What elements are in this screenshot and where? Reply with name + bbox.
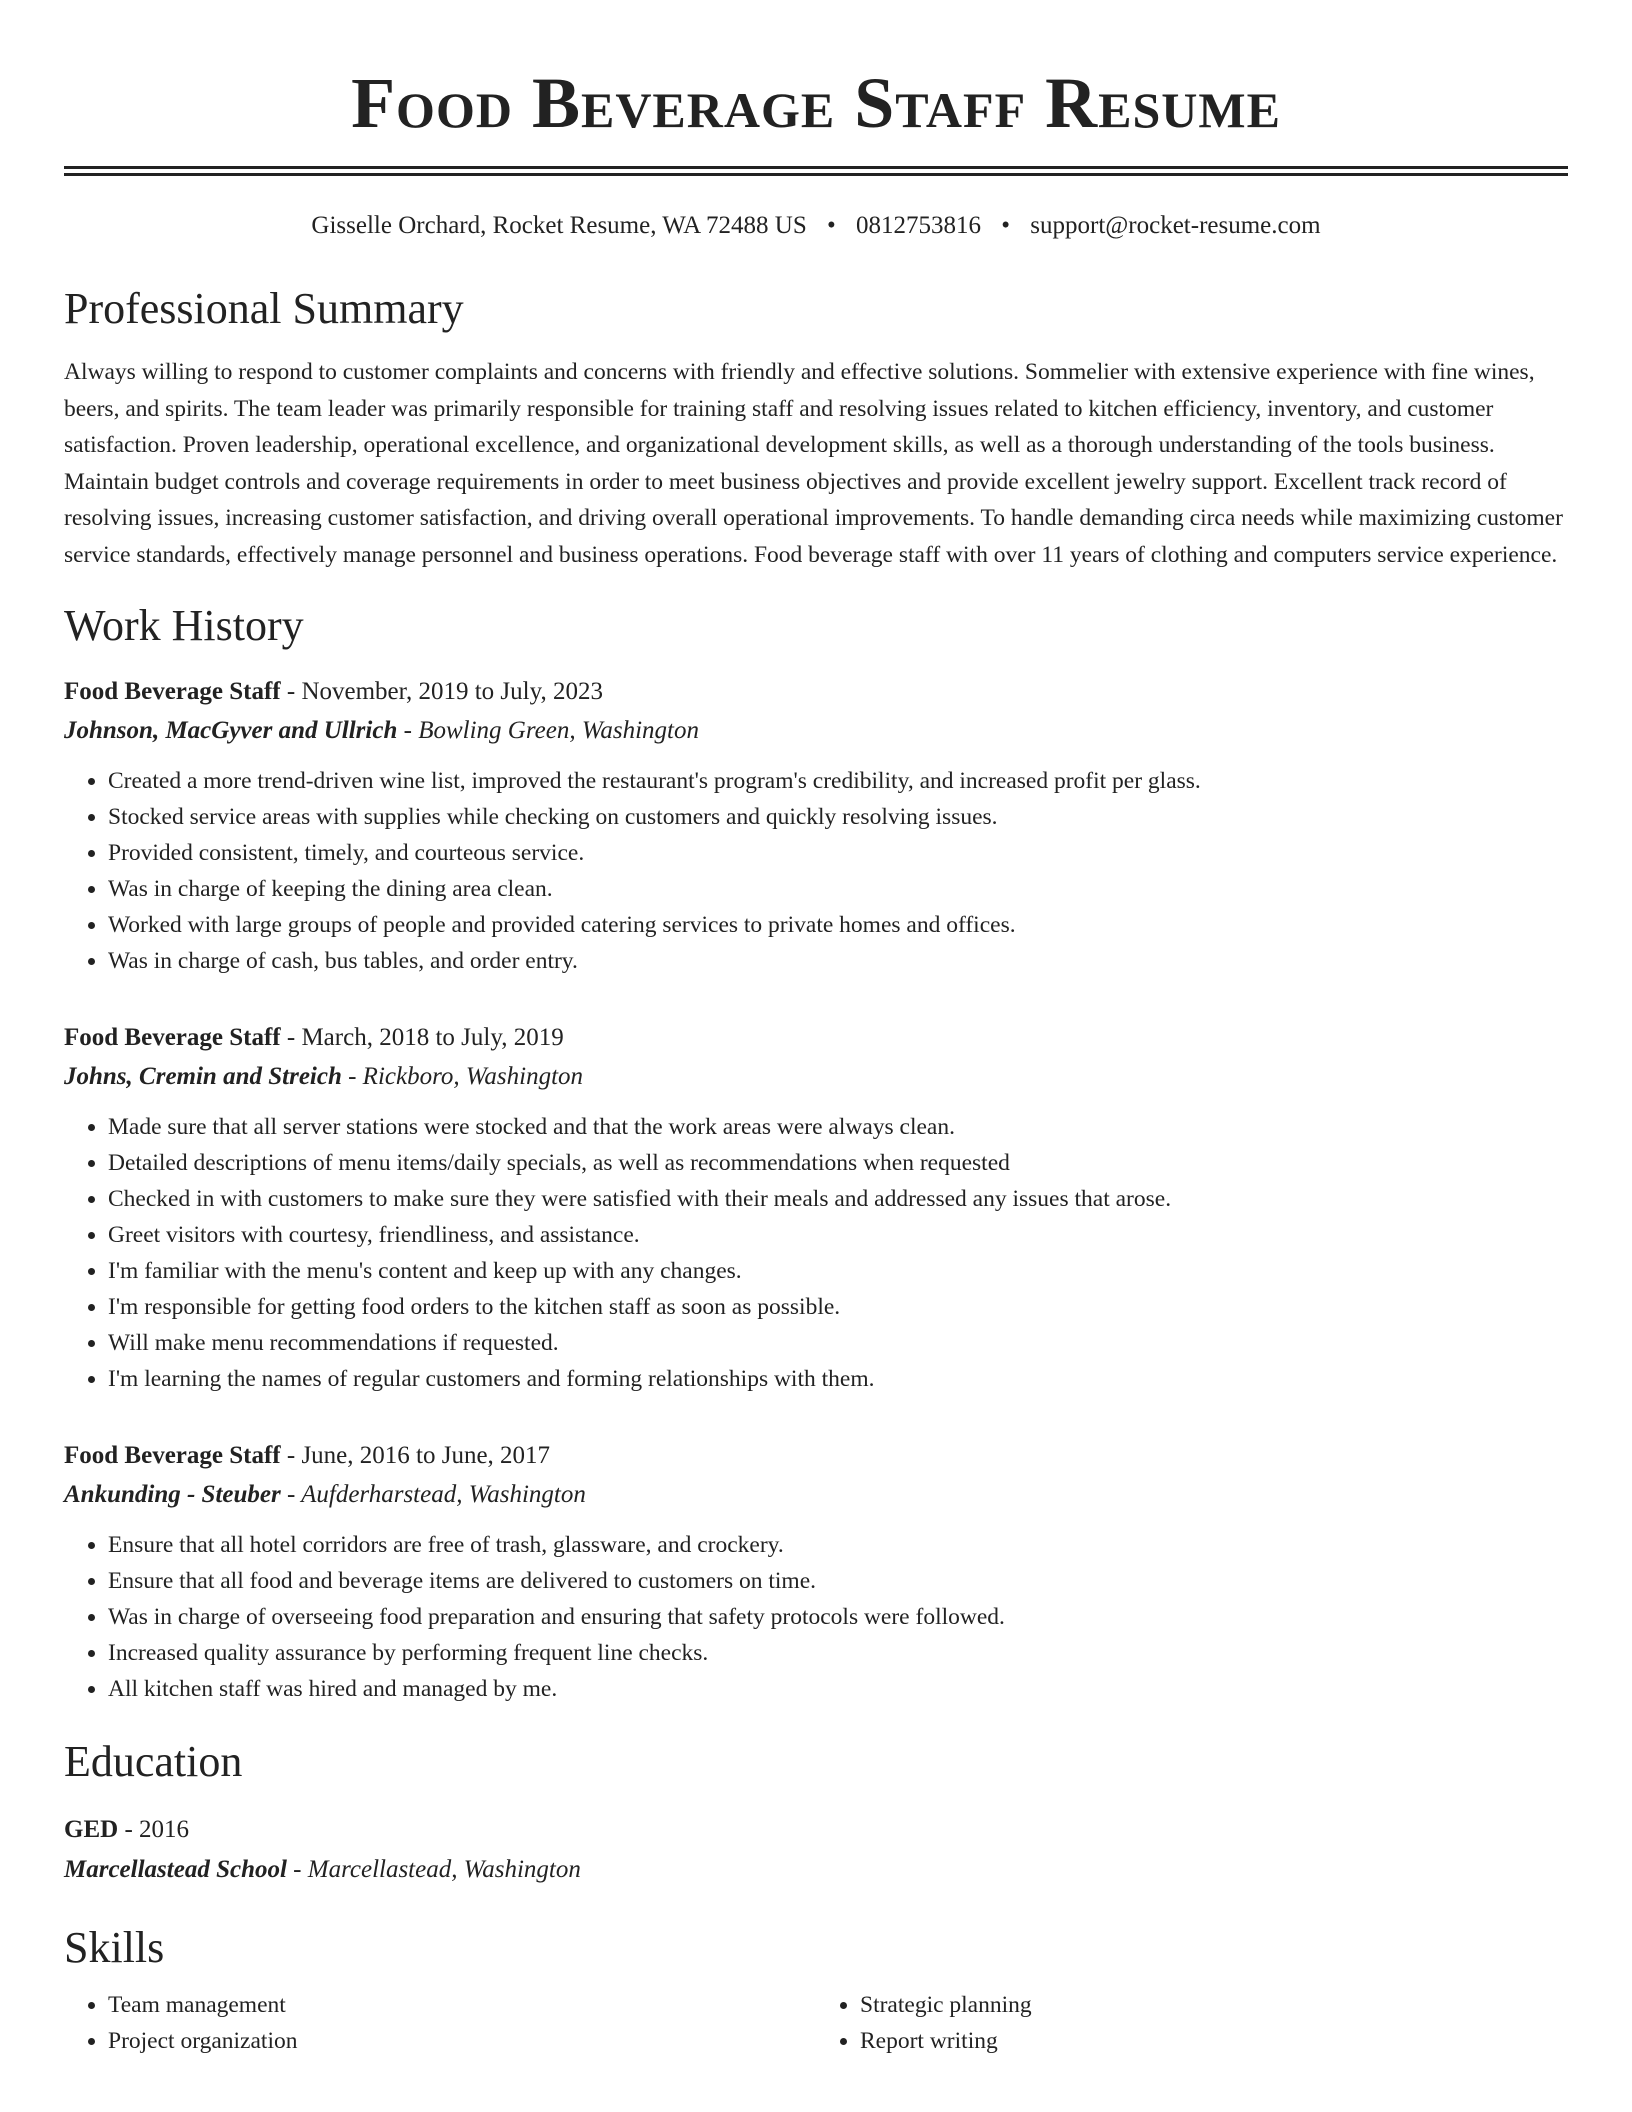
title-divider xyxy=(64,166,1568,176)
list-item: • Ensure that all food and beverage items are delivered to customers on time. xyxy=(108,1563,1568,1599)
job-entry xyxy=(64,673,1568,979)
list-item: • Ensure that all hotel corridors are free of trash, glassware, and crockery. xyxy=(108,1527,1568,1563)
job-entry xyxy=(64,1437,1568,1707)
list-item: • Greet visitors with courtesy, friendliness, and assistance. xyxy=(108,1217,1568,1253)
contact-line xyxy=(64,210,1568,242)
job-company: Johns, Cremin and Streich xyxy=(64,1063,342,1090)
job-dates: - November, 2019 to July, 2023 xyxy=(280,678,603,705)
list-item: • Project organization xyxy=(108,2023,816,2059)
education-section xyxy=(64,1735,1568,1891)
job-company: Ankunding - Steuber xyxy=(64,1481,281,1508)
list-item: • Was in charge of keeping the dining area clean. xyxy=(108,871,1568,907)
job-location: - Aufderharstead, Washington xyxy=(280,1481,586,1508)
list-item: • Created a more trend-driven wine list, improved the restaurant's program's credibility, and increased profit per glass. xyxy=(108,763,1568,799)
list-item: • I'm learning the names of regular customers and forming relationships with them. xyxy=(108,1361,1568,1397)
contact-separator: • xyxy=(826,212,836,239)
job-header xyxy=(64,1019,1568,1057)
skills-grid xyxy=(64,1987,1568,2059)
job-duties-list xyxy=(64,1109,1568,1397)
list-item: • All kitchen staff was hired and managed by me. xyxy=(108,1671,1568,1707)
list-item: • Stocked service areas with supplies while checking on customers and quickly resolving issues. xyxy=(108,799,1568,835)
job-header xyxy=(64,1437,1568,1475)
job-company: Johnson, MacGyver and Ullrich xyxy=(64,717,398,744)
list-item: • Team management xyxy=(108,1987,816,2023)
job-role: Food Beverage Staff xyxy=(64,1024,281,1051)
contact-phone: 0812753816 xyxy=(856,212,981,239)
job-role: Food Beverage Staff xyxy=(64,1442,281,1469)
job-duties-list xyxy=(64,763,1568,979)
list-item: • Checked in with customers to make sure they were satisfied with their meals and addressed any issues that arose. xyxy=(108,1181,1568,1217)
list-item: • Strategic planning xyxy=(860,1987,1568,2023)
list-item: • Made sure that all server stations were stocked and that the work areas were always clean. xyxy=(108,1109,1568,1145)
job-location: - Bowling Green, Washington xyxy=(397,717,699,744)
contact-separator: • xyxy=(1001,212,1011,239)
job-entry xyxy=(64,1019,1568,1397)
contact-email: support@rocket-resume.com xyxy=(1030,212,1321,239)
education-year: - 2016 xyxy=(118,1816,190,1843)
job-employer xyxy=(64,1475,1568,1515)
job-employer xyxy=(64,711,1568,751)
summary-section xyxy=(64,282,1568,573)
job-dates: - June, 2016 to June, 2017 xyxy=(280,1442,551,1469)
job-role: Food Beverage Staff xyxy=(64,678,281,705)
skills-list-right xyxy=(816,1987,1568,2059)
job-duties-list xyxy=(64,1527,1568,1707)
skills-heading: Skills xyxy=(64,1923,165,1972)
list-item: • Worked with large groups of people and provided catering services to private homes and offices. xyxy=(108,907,1568,943)
list-item: • Provided consistent, timely, and courteous service. xyxy=(108,835,1568,871)
contact-address: Gisselle Orchard, Rocket Resume, WA 72488 US xyxy=(311,212,807,239)
job-employer xyxy=(64,1057,1568,1097)
education-location: - Marcellastead, Washington xyxy=(286,1856,581,1883)
page-title: Food Beverage Staff Resume xyxy=(351,63,1281,143)
list-item: • I'm responsible for getting food orders to the kitchen staff as soon as possible. xyxy=(108,1289,1568,1325)
summary-heading: Professional Summary xyxy=(64,284,464,333)
work-history-section xyxy=(64,599,1568,1707)
job-dates: - March, 2018 to July, 2019 xyxy=(280,1024,564,1051)
list-item: • Increased quality assurance by performing frequent line checks. xyxy=(108,1635,1568,1671)
job-header xyxy=(64,673,1568,711)
list-item: • Was in charge of overseeing food preparation and ensuring that safety protocols were followed. xyxy=(108,1599,1568,1635)
education-header xyxy=(64,1811,1568,1849)
education-degree: GED xyxy=(64,1816,119,1843)
list-item: • Report writing xyxy=(860,2023,1568,2059)
work-history-heading: Work History xyxy=(64,601,304,650)
skills-list-left xyxy=(64,1987,816,2059)
list-item: • I'm familiar with the menu's content and keep up with any changes. xyxy=(108,1253,1568,1289)
summary-text: Always willing to respond to customer complaints and concerns with friendly and effective solutions. Sommelier with extensive experience with fine wines, beers, and spirits. The team leader was primarily responsible for training staff and resolving issues related to kitchen efficiency, inventory, and customer satisfaction. Proven leadership, operational excellence, and organizational development skills, as well as a thorough understanding of the tools business. Maintain budget controls and coverage requirements in order to meet business objectives and provide excellent jewelry support. Excellent track record of resolving issues, increasing customer satisfaction, and driving overall operational improvements. To handle demanding circa needs while maximizing customer service standards, effectively manage personnel and business operations. Food beverage staff with over 11 years of clothing and computers service experience. xyxy=(64,359,1563,568)
job-location: - Rickboro, Washington xyxy=(341,1063,584,1090)
skills-section xyxy=(64,1921,1568,2059)
list-item: • Detailed descriptions of menu items/daily specials, as well as recommendations when requested xyxy=(108,1145,1568,1181)
education-institution xyxy=(64,1849,1568,1891)
list-item: • Will make menu recommendations if requested. xyxy=(108,1325,1568,1361)
education-school: Marcellastead School xyxy=(64,1856,287,1883)
education-heading: Education xyxy=(64,1737,243,1786)
list-item: • Was in charge of cash, bus tables, and order entry. xyxy=(108,943,1568,979)
